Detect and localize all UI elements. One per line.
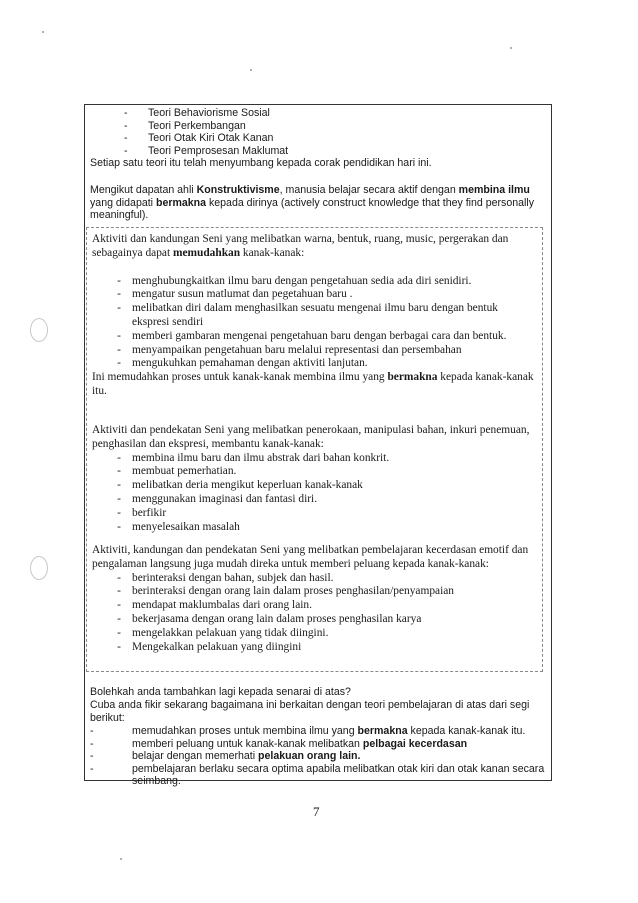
list-item: - berinteraksi dengan bahan, subjek dan hasil. bbox=[117, 571, 334, 584]
list-item: - melibatkan deria mengikut keperluan kanak-kanak bbox=[117, 479, 363, 492]
final-list bbox=[90, 725, 546, 788]
list-item: - berinteraksi dengan orang lain dalam proses penghasilan/penyampaian bbox=[117, 585, 454, 598]
punch-hole-mark-bottom bbox=[30, 556, 48, 580]
section-lead: Aktiviti dan kandungan Seni yang melibatkan warna, bentuk, ruang, music, pergerakan dan sebagainya dapat memudahkan kanak-kanak: bbox=[92, 233, 509, 259]
section-lead: Aktiviti, kandungan dan pendekatan Seni yang melibatkan pembelajaran kecerdasan emotif dan pengalaman langsung juga mudah direka untuk memberi peluang kepada kanak-kanak: bbox=[92, 544, 529, 570]
theory-list bbox=[124, 107, 288, 157]
section-emotive-learning bbox=[92, 544, 537, 654]
scan-speck bbox=[120, 858, 122, 860]
list-item: - menghubungkaitkan ilmu baru dengan pengetahuan sedia ada diri senidiri. bbox=[117, 274, 472, 287]
scan-speck bbox=[42, 31, 44, 33]
question-2: Cuba anda fikir sekarang bagaimana ini berkaitan dengan teori pembelajaran di atas dari segi berikut: bbox=[90, 699, 530, 724]
list-item: - bekerjasama dengan orang lain dalam proses penghasilan karya bbox=[117, 612, 422, 625]
list-item: - menyelesaikan masalah bbox=[117, 520, 240, 533]
summary-line: Setiap satu teori itu telah menyumbang kepada corak pendidikan hari ini. bbox=[90, 157, 432, 169]
list-item: - Teori Behaviorisme Sosial bbox=[124, 107, 270, 119]
list-item: - melibatkan diri dalam menghasilkan sesuatu mengenai ilmu baru dengan bentuk ekspresi sendiri bbox=[117, 302, 498, 328]
list-item: - belajar dengan memerhati pelakuan orang lain. bbox=[90, 750, 361, 763]
list-item: - berfikir bbox=[117, 506, 167, 519]
list-item: - memberi gambaran mengenai pengetahuan baru dengan berbagai cara dan bentuk. bbox=[117, 329, 507, 342]
list-item: - memberi peluang untuk kanak-kanak melibatkan pelbagai kecerdasan bbox=[90, 737, 468, 750]
question-1: Bolehkah anda tambahkan lagi kepada senarai di atas? bbox=[90, 686, 351, 698]
list-item: - Teori Perkembangan bbox=[124, 119, 246, 132]
list-item: - memudahkan proses untuk membina ilmu yang bermakna kepada kanak-kanak itu. bbox=[90, 725, 526, 737]
list-item: - membina ilmu baru dan ilmu abstrak dari bahan konkrit. bbox=[117, 451, 390, 464]
list-item: - mengatur susun matlumat dan pegetahuan baru . bbox=[117, 288, 353, 301]
list-item: - mengukuhkan pemahaman dengan aktiviti lanjutan. bbox=[117, 357, 368, 370]
list-item: - mendapat maklumbalas dari orang lain. bbox=[117, 599, 312, 612]
list-item: - Teori Pemprosesan Maklumat bbox=[124, 144, 289, 157]
list-item: - menyampaikan pengetahuan baru melalui representasi dan persembahan bbox=[117, 343, 462, 356]
section-art-approach bbox=[92, 424, 537, 534]
list-item: - menggunakan imaginasi dan fantasi diri. bbox=[117, 492, 318, 505]
scan-speck bbox=[250, 69, 252, 71]
scan-speck bbox=[510, 47, 512, 49]
list-item: - pembelajaran berlaku secara optima apabila melibatkan otak kiri dan otak kanan secara seimbang. bbox=[90, 762, 545, 788]
section-close: Ini memudahkan proses untuk kanak-kanak membina ilmu yang bermakna kepada kanak-kanak itu. bbox=[92, 371, 534, 397]
list-item: - Mengekalkan pelakuan yang diingini bbox=[117, 640, 302, 653]
intro-paragraph: Mengikut dapatan ahli Konstruktivisme, manusia belajar secara aktif dengan membina ilmu yang didapati bermakna kepada dirinya (actively construct knowledge that they find personally meaningful). bbox=[90, 184, 535, 222]
punch-hole-mark-top bbox=[30, 318, 48, 342]
list-item: - membuat pemerhatian. bbox=[117, 465, 237, 478]
page-number: 7 bbox=[313, 804, 320, 819]
list-item: - mengelakkan pelakuan yang tidak diingini. bbox=[117, 626, 329, 639]
list-item: - Teori Otak Kiri Otak Kanan bbox=[124, 132, 274, 145]
section-art-activities bbox=[92, 233, 537, 399]
section-lead: Aktiviti dan pendekatan Seni yang melibatkan penerokaan, manipulasi bahan, inkuri penemuan, penghasilan dan ekspresi, membantu kanak-kanak: bbox=[92, 424, 530, 450]
